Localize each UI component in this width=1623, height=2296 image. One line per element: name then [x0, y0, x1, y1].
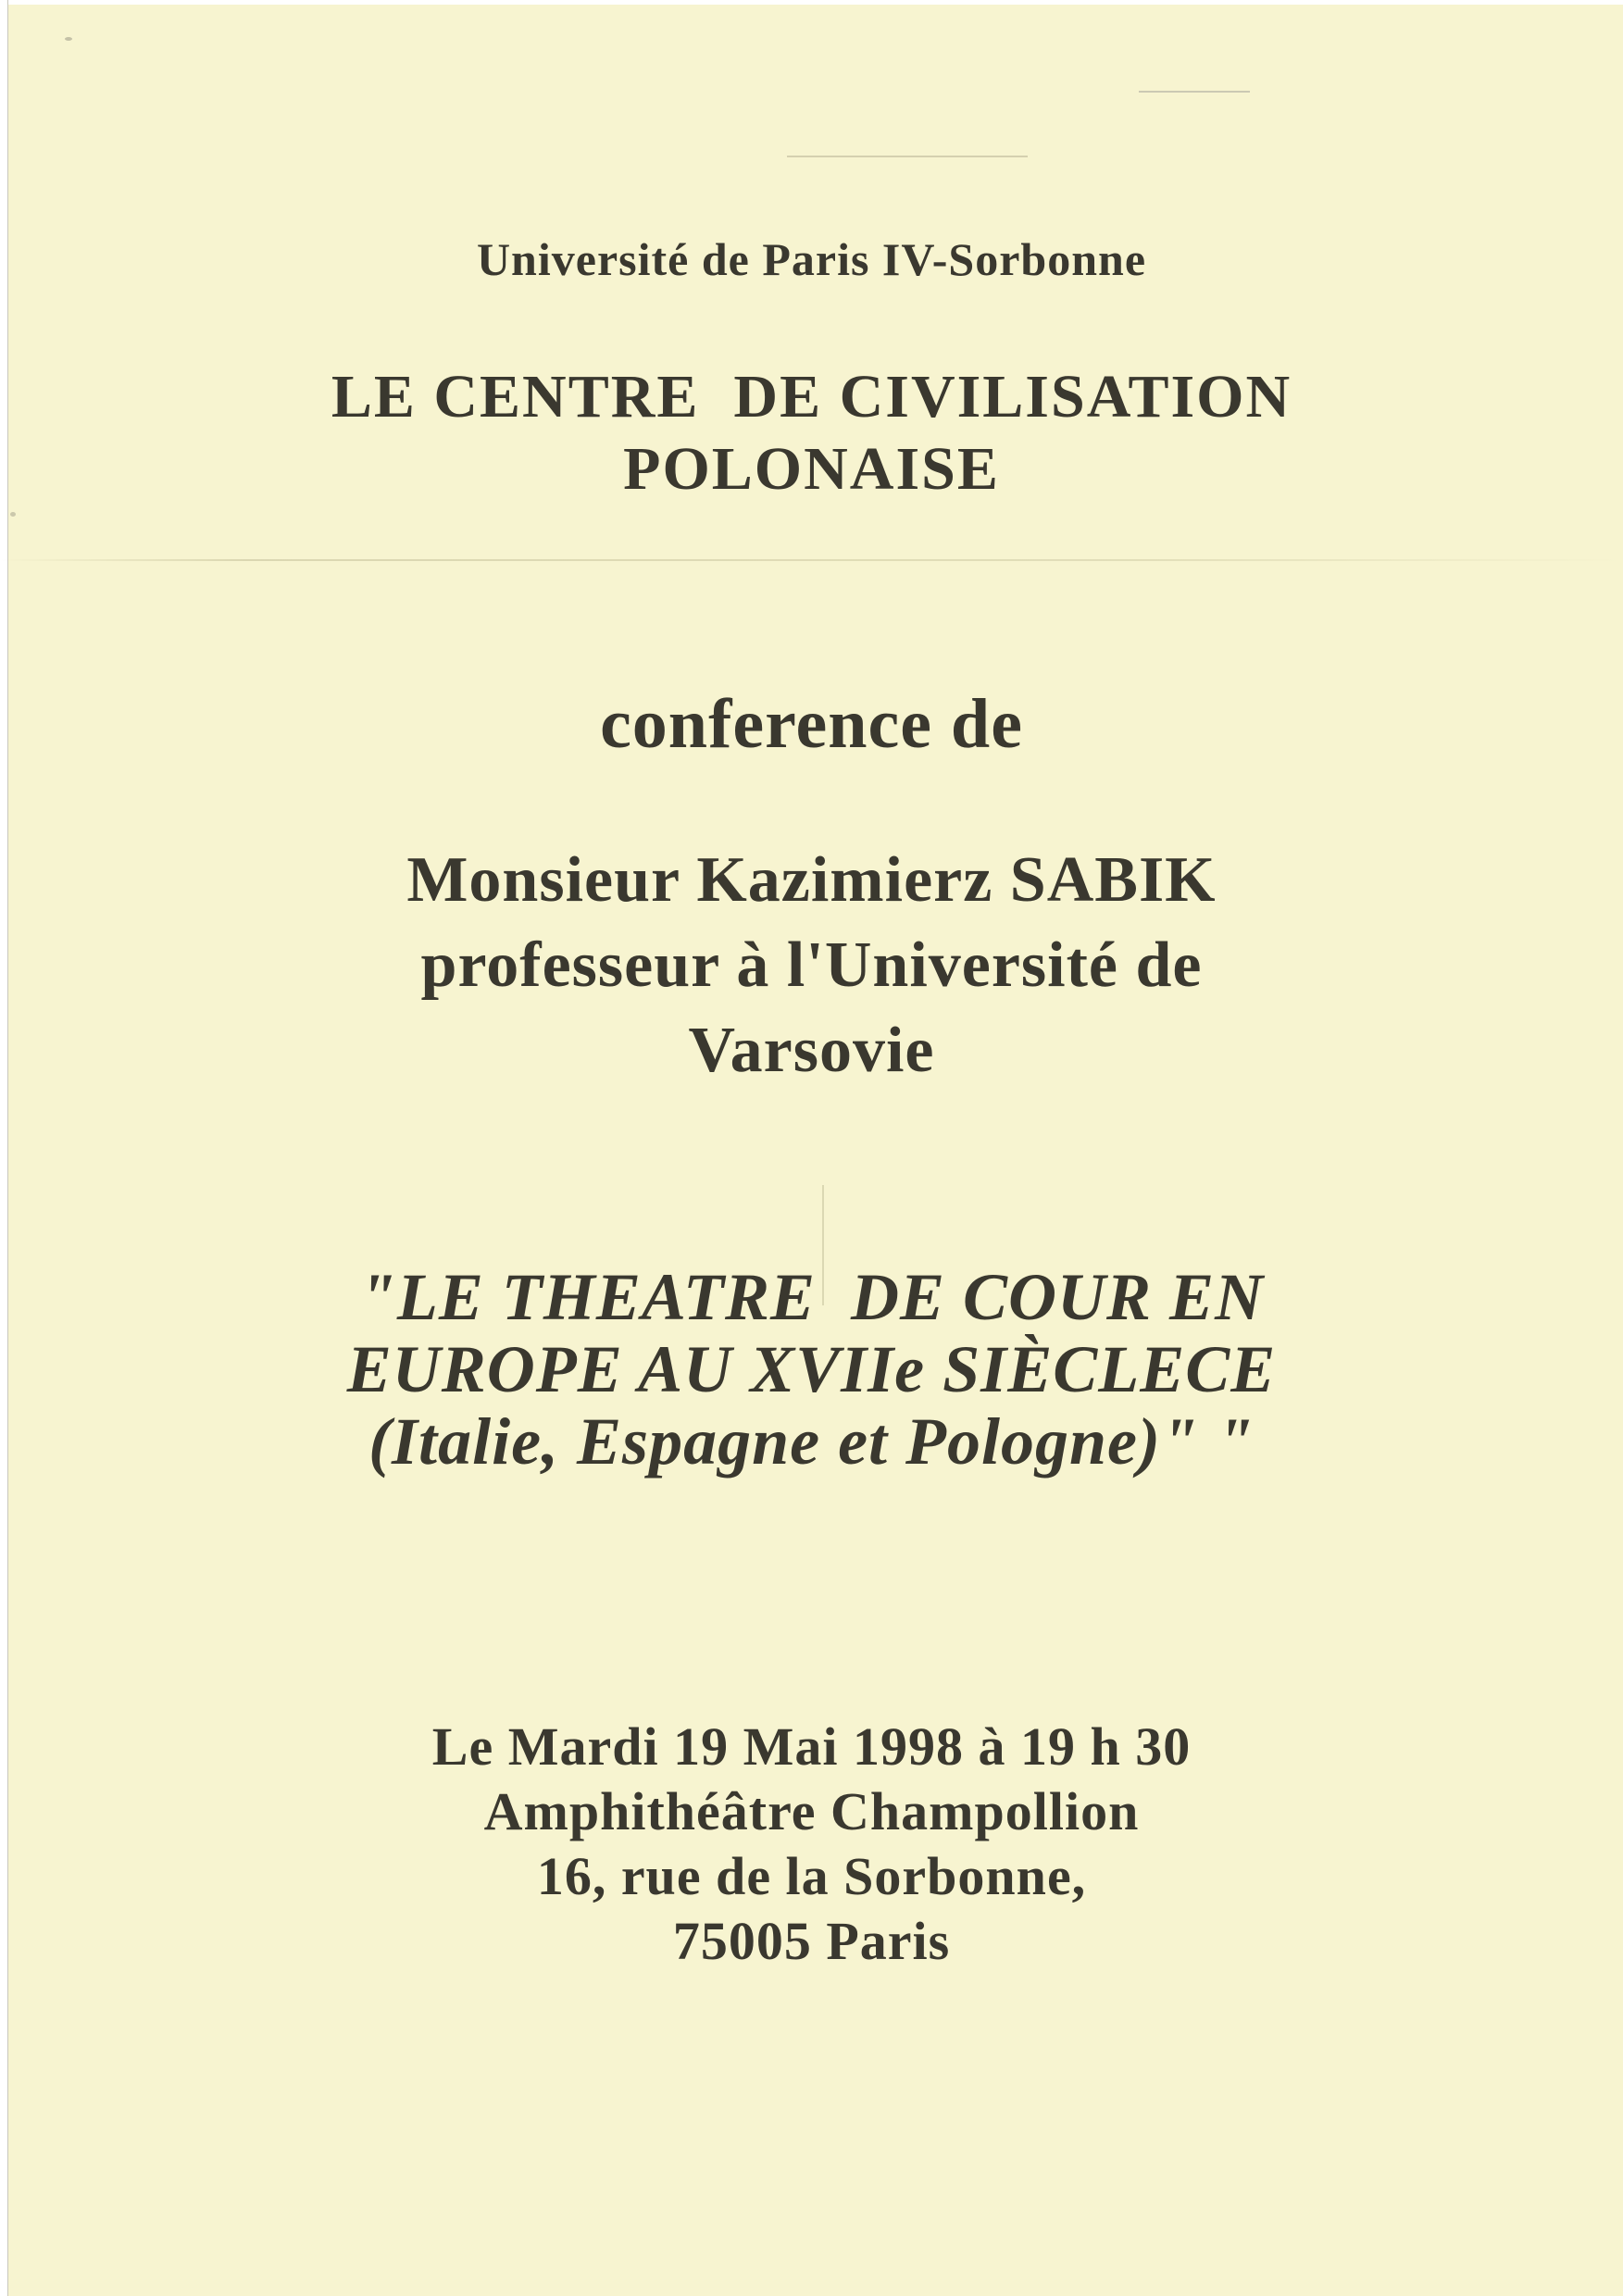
scan-artifact: [1139, 91, 1250, 93]
event-datetime: Le Mardi 19 Mai 1998 à 19 h 30: [431, 1716, 1192, 1777]
speaker-name: Monsieur Kazimierz SABIK: [406, 844, 1217, 916]
scan-edge-top: [0, 0, 1623, 5]
center-name: [0, 361, 1623, 505]
event-address-line1: 16, rue de la Sorbonne,: [536, 1846, 1087, 1906]
speaker-affiliation-line2: Varsovie: [688, 1015, 935, 1086]
fold-crease: [0, 559, 1623, 561]
event-venue: Amphithéâtre Champollion: [483, 1781, 1140, 1841]
center-name-line1: LE CENTRE DE CIVILISATION: [331, 363, 1292, 430]
event-details: [0, 1715, 1623, 1974]
speaker-affiliation-line1: professeur à l'Université de: [420, 930, 1203, 1001]
scan-artifact: [787, 156, 1028, 157]
talk-title: [0, 1261, 1623, 1478]
speaker-info: [0, 838, 1623, 1093]
scan-artifact: [10, 512, 16, 517]
talk-title-line3: (Italie, Espagne et Pologne)" ": [368, 1404, 1255, 1479]
event-type-label: conference de: [600, 685, 1023, 763]
scan-artifact: [65, 37, 72, 41]
university-name: Université de Paris IV-Sorbonne: [476, 233, 1147, 285]
event-address-line2: 75005 Paris: [672, 1911, 951, 1971]
talk-title-line2: EUROPE AU XVIIe SIÈCLECE: [346, 1332, 1277, 1406]
center-name-line2: POLONAISE: [623, 435, 1000, 503]
talk-title-line1: "LE THEATRE DE COUR EN: [358, 1260, 1265, 1334]
